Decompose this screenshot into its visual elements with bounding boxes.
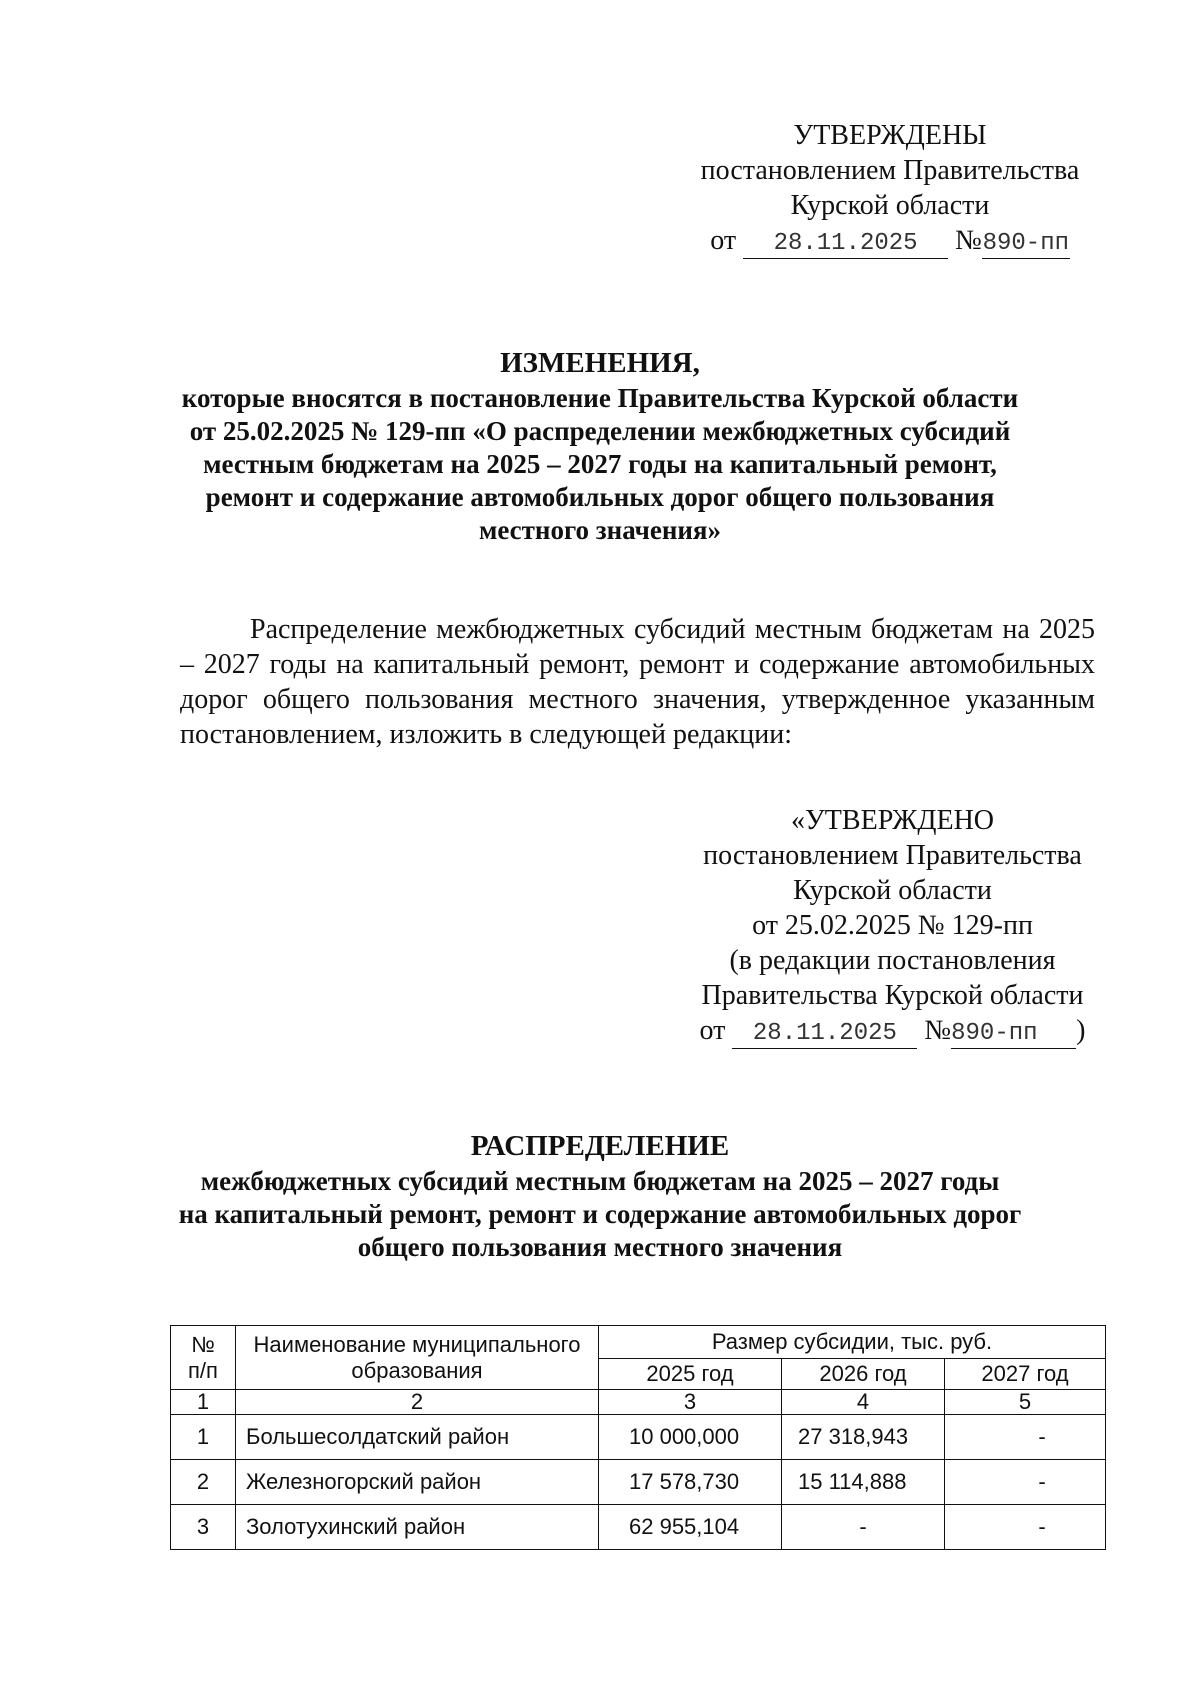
- inner-number-prefix: №: [924, 1015, 952, 1046]
- approval-date: 28.11.2025: [743, 230, 948, 259]
- changes-line-3: местным бюджетам на 2025 – 2027 годы на капитальный ремонт,: [203, 449, 997, 479]
- distribution-line-2: на капитальный ремонт, ремонт и содержание автомобильных дорог: [178, 1199, 1022, 1229]
- header-name-cell: [236, 1326, 599, 1390]
- inner-approval-date-line: [690, 1013, 1095, 1049]
- index-cell: 3: [599, 1390, 782, 1415]
- header-year-2026: 2026 год: [782, 1359, 945, 1390]
- row-name: Железногорский район: [236, 1460, 599, 1505]
- approval-number: 890-пп: [982, 230, 1069, 257]
- header-year-2027: 2027 год: [945, 1359, 1106, 1390]
- inner-approval-title: «УТВЕРЖДЕНО: [790, 805, 995, 836]
- row-value-2027: -: [945, 1505, 1106, 1550]
- inner-approval-line-5: Правительства Курской области: [701, 980, 1084, 1011]
- subsidy-table: [170, 1325, 1106, 1550]
- number-prefix: №: [955, 225, 982, 256]
- inner-approval-number: 890-пп: [951, 1020, 1076, 1049]
- header-name-a: Наименование муниципального: [253, 1331, 581, 1357]
- inner-closing-paren: ): [1076, 1015, 1086, 1046]
- distribution-title: РАСПРЕДЕЛЕНИЕ: [470, 1130, 730, 1162]
- date-prefix: от: [710, 225, 737, 256]
- inner-date-prefix: от: [699, 1015, 726, 1046]
- table-row: [171, 1460, 1106, 1505]
- approval-block-inner: [690, 803, 1095, 1049]
- distribution-heading: [150, 1130, 1050, 1264]
- inner-approval-line-4: (в редакции постановления: [729, 945, 1056, 976]
- inner-approval-line-3: от 25.02.2025 № 129-пп: [752, 910, 1033, 941]
- approval-title: УТВЕРЖДЕНЫ: [793, 120, 987, 151]
- table-index-row: [171, 1390, 1106, 1415]
- inner-approval-date: 28.11.2025: [732, 1020, 917, 1049]
- index-cell: 2: [236, 1390, 599, 1415]
- changes-heading: [150, 347, 1050, 547]
- approval-line-1: постановлением Правительства: [700, 155, 1080, 186]
- index-cell: 1: [171, 1390, 236, 1415]
- changes-line-4: ремонт и содержание автомобильных дорог общего пользования: [205, 482, 995, 512]
- changes-line-2: от 25.02.2025 № 129-пп «О распределении межбюджетных субсидий: [189, 416, 1011, 446]
- index-cell: 5: [945, 1390, 1106, 1415]
- row-value-2025: 10 000,000: [599, 1415, 782, 1460]
- header-num-cell: [171, 1326, 236, 1390]
- index-cell: 4: [782, 1390, 945, 1415]
- changes-title: ИЗМЕНЕНИЯ,: [500, 347, 700, 379]
- header-num-b: п/п: [188, 1357, 218, 1383]
- row-value-2026: -: [782, 1505, 945, 1550]
- body-paragraph: Распределение межбюджетных субсидий местным бюджетам на 2025 – 2027 годы на капитальный ремонт, ремонт и содержание автомобильных дорог общего пользования местного значения, утвержденное указанным постановлением, изложить в следующей редакции:: [180, 614, 1095, 750]
- inner-approval-line-2: Курской области: [793, 875, 992, 906]
- table-row: [171, 1505, 1106, 1550]
- row-value-2025: 17 578,730: [599, 1460, 782, 1505]
- header-year-2025: 2025 год: [599, 1359, 782, 1390]
- row-name: Большесолдатский район: [236, 1415, 599, 1460]
- row-value-2025: 62 955,104: [599, 1505, 782, 1550]
- row-value-2026: 15 114,888: [782, 1460, 945, 1505]
- row-value-2027: -: [945, 1460, 1106, 1505]
- table-row: [171, 1415, 1106, 1460]
- approval-date-line: [690, 223, 1090, 259]
- changes-line-5: местного значения»: [478, 515, 722, 545]
- changes-line-1: которые вносятся в постановление Правительства Курской области: [181, 383, 1019, 413]
- row-num: 2: [171, 1460, 236, 1505]
- table-header-row: [171, 1326, 1106, 1359]
- row-num: 3: [171, 1505, 236, 1550]
- approval-block-top: [690, 118, 1090, 259]
- row-value-2026: 27 318,943: [782, 1415, 945, 1460]
- approval-line-2: Курской области: [790, 190, 990, 221]
- inner-approval-line-1: постановлением Правительства: [703, 840, 1082, 871]
- header-name-b: образования: [351, 1357, 483, 1383]
- header-num-a: №: [191, 1331, 215, 1357]
- row-value-2027: -: [945, 1415, 1106, 1460]
- distribution-line-1: межбюджетных субсидий местным бюджетам на 2025 – 2027 годы: [200, 1166, 1000, 1196]
- header-group-cell: Размер субсидии, тыс. руб.: [599, 1326, 1106, 1359]
- distribution-line-3: общего пользования местного значения: [357, 1232, 843, 1262]
- row-num: 1: [171, 1415, 236, 1460]
- row-name: Золотухинский район: [236, 1505, 599, 1550]
